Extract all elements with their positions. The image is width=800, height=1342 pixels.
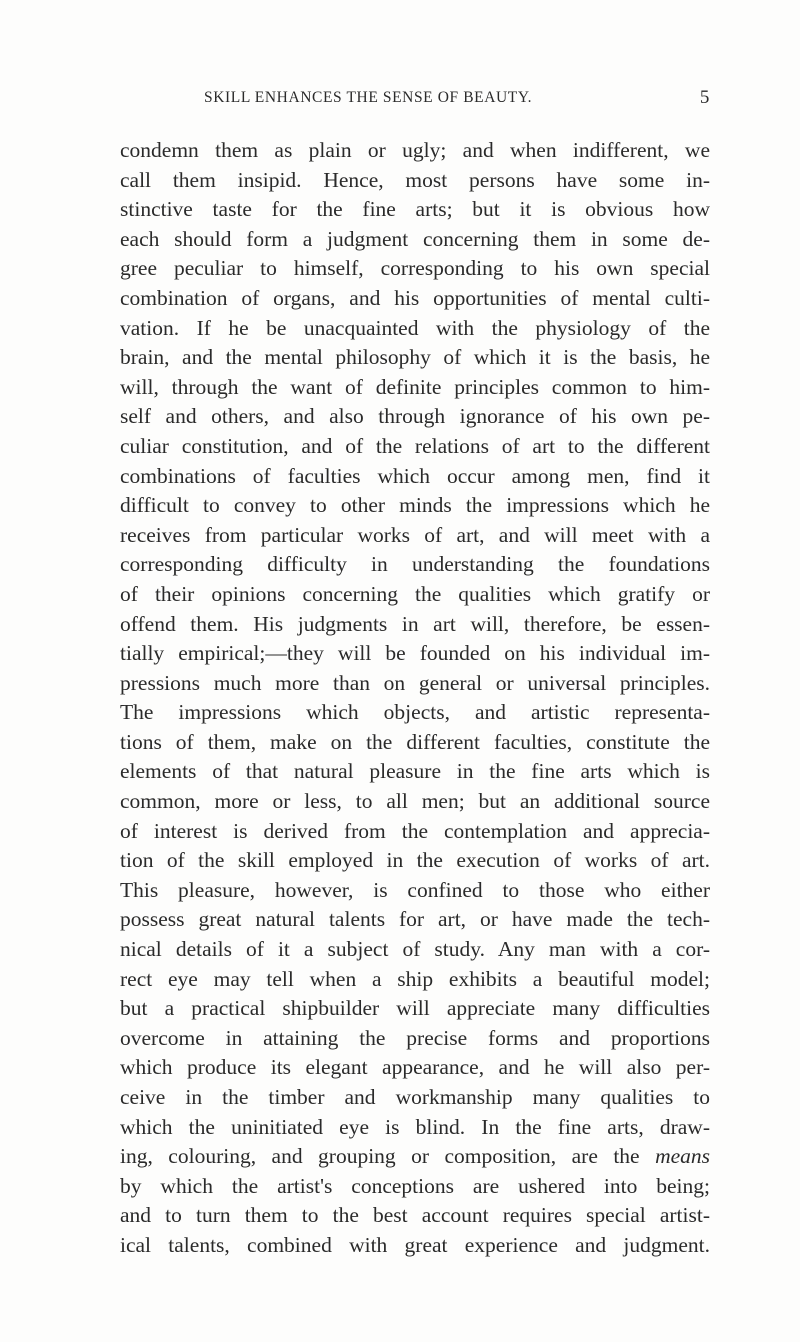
text-line: rect eye may tell when a ship exhibits a beautiful model; — [120, 966, 710, 991]
text-line: which the uninitiated eye is blind. In the fine arts, draw- — [120, 1114, 710, 1139]
text-line: This pleasure, however, is confined to those who either — [120, 877, 710, 902]
text-line: will, through the want of definite principles common to him- — [120, 374, 710, 399]
text-line: brain, and the mental philosophy of which it is the basis, he — [120, 345, 710, 370]
text-line: difficult to convey to other minds the impressions which he — [120, 493, 710, 518]
text-line-with-italic — [120, 1142, 710, 1172]
text-line: culiar constitution, and of the relations of art to the different — [120, 433, 710, 458]
text-line: call them insipid. Hence, most persons have some in- — [120, 167, 710, 192]
text-line: combination of organs, and his opportunities of mental culti- — [120, 285, 710, 310]
text-line: pressions much more than on general or universal principles. — [120, 670, 710, 695]
text-line: ceive in the timber and workmanship many qualities to — [120, 1085, 710, 1109]
page-number: 5 — [699, 87, 710, 108]
text-line: combinations of faculties which occur among men, find it — [120, 463, 710, 488]
running-head-title: SKILL ENHANCES THE SENSE OF BEAUTY. — [204, 89, 533, 106]
running-head — [120, 86, 710, 110]
text-line: nical details of it a subject of study. Any man with a cor- — [120, 937, 710, 962]
text-line: tially empirical;—they will be founded on his individual im- — [120, 641, 710, 666]
text-line: condemn them as plain or ugly; and when indifferent, we — [120, 138, 710, 162]
text-line: common, more or less, to all men; but an additional source — [120, 789, 710, 814]
text-line: tions of them, make on the different faculties, constitute the — [120, 729, 710, 754]
text-line: of their opinions concerning the qualities which gratify or — [120, 581, 710, 606]
text-segment: ing, colouring, and grouping or composition, are the — [120, 1144, 640, 1169]
text-line: self and others, and also through ignorance of his own pe- — [120, 404, 710, 429]
text-line: receives from particular works of art, and will meet with a — [120, 522, 710, 547]
text-line: by which the artist's conceptions are ushered into being; — [120, 1173, 710, 1198]
italic-word: means — [655, 1144, 711, 1169]
text-line: ical talents, combined with great experience and judgment. — [120, 1232, 710, 1257]
text-line: but a practical shipbuilder will appreciate many difficulties — [120, 996, 710, 1021]
text-line: vation. If he be unacquainted with the physiology of the — [120, 315, 710, 340]
text-line: offend them. His judgments in art will, therefore, be essen- — [120, 611, 710, 636]
text-line: each should form a judgment concerning them in some de- — [120, 226, 710, 251]
text-line: stinctive taste for the fine arts; but it is obvious how — [120, 197, 710, 222]
text-line: elements of that natural pleasure in the fine arts which is — [120, 759, 710, 784]
text-line: corresponding difficulty in understanding the foundations — [120, 552, 710, 577]
body-text — [120, 136, 710, 1261]
text-line: overcome in attaining the precise forms and proportions — [120, 1025, 710, 1050]
text-line: tion of the skill employed in the execution of works of art. — [120, 848, 710, 873]
text-line: possess great natural talents for art, or have made the tech- — [120, 907, 710, 932]
text-line: of interest is derived from the contemplation and apprecia- — [120, 818, 710, 843]
text-line: and to turn them to the best account requires special artist- — [120, 1203, 710, 1228]
text-line: gree peculiar to himself, corresponding to his own special — [120, 256, 710, 281]
text-line: The impressions which objects, and artistic representa- — [120, 700, 710, 725]
text-line: which produce its elegant appearance, and he will also per- — [120, 1055, 710, 1080]
